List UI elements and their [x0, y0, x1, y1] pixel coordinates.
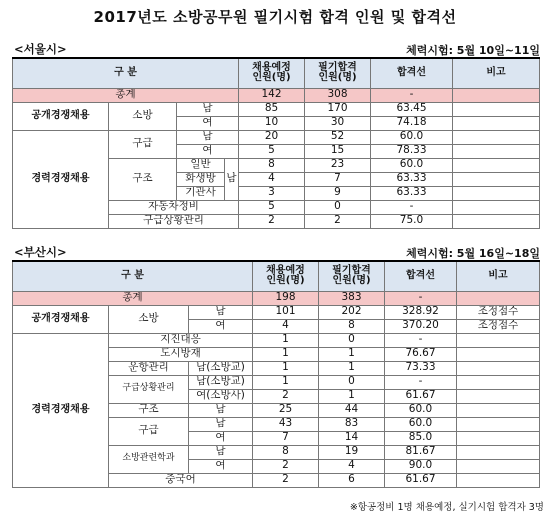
planned-cell: 85	[239, 102, 305, 116]
table-row	[13, 102, 540, 116]
note-cell	[457, 445, 540, 459]
table-row	[13, 305, 540, 319]
total-planned: 198	[253, 291, 319, 305]
cutoff-cell: 370.20	[385, 319, 457, 333]
gender-cell: 남	[189, 305, 253, 319]
passed-cell: 14	[319, 431, 385, 445]
gender-cell: 여(소방사)	[189, 389, 253, 403]
note-cell	[457, 403, 540, 417]
gender-cell: 남	[177, 102, 239, 116]
passed-cell: 6	[319, 473, 385, 487]
total-note	[457, 291, 540, 305]
subcategory-cell: 자동차정비	[109, 200, 239, 214]
passed-cell: 1	[319, 361, 385, 375]
header-note: 비고	[453, 58, 540, 88]
cutoff-cell: 61.67	[385, 389, 457, 403]
total-cutoff: -	[385, 291, 457, 305]
gender-cell: 여	[189, 459, 253, 473]
note-cell: 조정점수	[457, 319, 540, 333]
passed-cell: 1	[319, 347, 385, 361]
planned-cell: 7	[253, 431, 319, 445]
planned-cell: 25	[253, 403, 319, 417]
cutoff-cell: 78.33	[371, 144, 453, 158]
cutoff-cell: -	[371, 200, 453, 214]
note-cell	[457, 333, 540, 347]
category-career: 경력경쟁채용	[13, 333, 109, 487]
footnote: ※항공정비 1명 채용예정, 실기시험 합격자 3명	[349, 502, 544, 513]
subcategory-cell: 중국어	[109, 473, 253, 487]
planned-cell: 2	[239, 214, 305, 228]
gender-cell: 남(소방교)	[189, 361, 253, 375]
total-planned: 142	[239, 88, 305, 102]
passed-cell: 19	[319, 445, 385, 459]
subcategory-cell: 소방관련학과	[109, 445, 189, 473]
passed-cell: 23	[305, 158, 371, 172]
region-label-busan: <부산시>	[14, 245, 67, 259]
subcategory-cell: 구급상황관리	[109, 214, 239, 228]
subcategory-cell: 구급	[109, 130, 177, 158]
seoul-results-table	[12, 57, 540, 229]
cutoff-cell: 60.0	[385, 403, 457, 417]
gender-cell: 남(소방교)	[189, 375, 253, 389]
passed-cell: 0	[319, 375, 385, 389]
cutoff-cell: 75.0	[371, 214, 453, 228]
planned-cell: 1	[253, 361, 319, 375]
total-row	[13, 291, 540, 305]
header-cutoff: 합격선	[371, 58, 453, 88]
cutoff-cell: 63.45	[371, 102, 453, 116]
subcategory-cell: 소방	[109, 305, 189, 333]
header-passed: 필기합격 인원(명)	[305, 58, 371, 88]
note-cell	[457, 431, 540, 445]
category-public: 공개경쟁채용	[13, 102, 109, 130]
page-title: 2017년도 소방공무원 필기시험 합격 인원 및 합격선	[93, 8, 457, 26]
cutoff-cell: 60.0	[385, 417, 457, 431]
note-cell	[453, 172, 540, 186]
header-category: 구 분	[13, 58, 239, 88]
passed-cell: 83	[319, 417, 385, 431]
note-cell	[453, 144, 540, 158]
subcategory-cell: 소방	[109, 102, 177, 130]
region-label-seoul: <서울시>	[14, 42, 67, 56]
passed-cell: 7	[305, 172, 371, 186]
gender-cell: 남	[189, 445, 253, 459]
cutoff-cell: 63.33	[371, 186, 453, 200]
header-cutoff: 합격선	[385, 261, 457, 291]
table-row	[13, 333, 540, 347]
planned-cell: 20	[239, 130, 305, 144]
subcategory-cell: 구급	[109, 417, 189, 445]
gender-cell: 남	[177, 130, 239, 144]
note-cell	[453, 102, 540, 116]
gender-cell: 남	[189, 403, 253, 417]
busan-results-table	[12, 260, 540, 488]
subcategory-cell: 구급상황관리	[109, 375, 189, 403]
passed-cell: 30	[305, 116, 371, 130]
cutoff-cell: 85.0	[385, 431, 457, 445]
passed-cell: 170	[305, 102, 371, 116]
gender-cell: 여	[189, 319, 253, 333]
gender-cell: 남	[189, 417, 253, 431]
subcategory-cell: 운항관리	[109, 361, 189, 375]
passed-cell: 0	[319, 333, 385, 347]
planned-cell: 1	[253, 333, 319, 347]
cutoff-cell: 76.67	[385, 347, 457, 361]
total-row	[13, 88, 540, 102]
category-public: 공개경쟁채용	[13, 305, 109, 333]
planned-cell: 3	[239, 186, 305, 200]
cutoff-cell: 60.0	[371, 130, 453, 144]
passed-cell: 2	[305, 214, 371, 228]
header-planned: 채용예정 인원(명)	[253, 261, 319, 291]
detail-cell: 일반	[177, 158, 225, 172]
passed-cell: 4	[319, 459, 385, 473]
passed-cell: 9	[305, 186, 371, 200]
total-cutoff: -	[371, 88, 453, 102]
cutoff-cell: 63.33	[371, 172, 453, 186]
note-cell	[457, 361, 540, 375]
planned-cell: 4	[253, 319, 319, 333]
header-planned: 채용예정 인원(명)	[239, 58, 305, 88]
gender-cell: 남	[225, 158, 239, 200]
header-passed: 필기합격 인원(명)	[319, 261, 385, 291]
detail-cell: 기관사	[177, 186, 225, 200]
planned-cell: 43	[253, 417, 319, 431]
cutoff-cell: -	[385, 375, 457, 389]
planned-cell: 101	[253, 305, 319, 319]
passed-cell: 0	[305, 200, 371, 214]
note-cell	[453, 116, 540, 130]
note-cell	[457, 347, 540, 361]
cutoff-cell: 81.67	[385, 445, 457, 459]
note-cell	[457, 459, 540, 473]
note-cell	[453, 130, 540, 144]
cutoff-cell: -	[385, 333, 457, 347]
note-cell	[457, 473, 540, 487]
table-row	[13, 130, 540, 144]
header-note: 비고	[457, 261, 540, 291]
planned-cell: 2	[253, 459, 319, 473]
planned-cell: 2	[253, 389, 319, 403]
total-passed: 308	[305, 88, 371, 102]
total-label: 총계	[13, 291, 253, 305]
planned-cell: 1	[253, 347, 319, 361]
detail-cell: 화생방	[177, 172, 225, 186]
exam-date-busan: 체력시험: 5월 16일~18일	[406, 247, 540, 260]
subcategory-cell: 도시방재	[109, 347, 253, 361]
passed-cell: 15	[305, 144, 371, 158]
passed-cell: 44	[319, 403, 385, 417]
cutoff-cell: 73.33	[385, 361, 457, 375]
planned-cell: 1	[253, 375, 319, 389]
passed-cell: 52	[305, 130, 371, 144]
note-cell	[453, 214, 540, 228]
passed-cell: 1	[319, 389, 385, 403]
planned-cell: 2	[253, 473, 319, 487]
total-passed: 383	[319, 291, 385, 305]
cutoff-cell: 61.67	[385, 473, 457, 487]
note-cell	[453, 158, 540, 172]
note-cell	[457, 417, 540, 431]
planned-cell: 5	[239, 200, 305, 214]
cutoff-cell: 74.18	[371, 116, 453, 130]
gender-cell: 여	[177, 116, 239, 130]
note-cell	[457, 389, 540, 403]
gender-cell: 여	[189, 431, 253, 445]
planned-cell: 10	[239, 116, 305, 130]
note-cell: 조정점수	[457, 305, 540, 319]
note-cell	[453, 200, 540, 214]
subcategory-cell: 지진대응	[109, 333, 253, 347]
header-category: 구 분	[13, 261, 253, 291]
planned-cell: 5	[239, 144, 305, 158]
note-cell	[453, 186, 540, 200]
cutoff-cell: 90.0	[385, 459, 457, 473]
passed-cell: 8	[319, 319, 385, 333]
planned-cell: 4	[239, 172, 305, 186]
passed-cell: 202	[319, 305, 385, 319]
cutoff-cell: 328.92	[385, 305, 457, 319]
note-cell	[457, 375, 540, 389]
gender-cell: 여	[177, 144, 239, 158]
subcategory-cell: 구조	[109, 403, 189, 417]
category-career: 경력경쟁채용	[13, 130, 109, 228]
exam-date-seoul: 체력시험: 5월 10일~11일	[406, 44, 540, 57]
planned-cell: 8	[239, 158, 305, 172]
total-note	[453, 88, 540, 102]
subcategory-cell: 구조	[109, 158, 177, 200]
total-label: 총계	[13, 88, 239, 102]
cutoff-cell: 60.0	[371, 158, 453, 172]
planned-cell: 8	[253, 445, 319, 459]
